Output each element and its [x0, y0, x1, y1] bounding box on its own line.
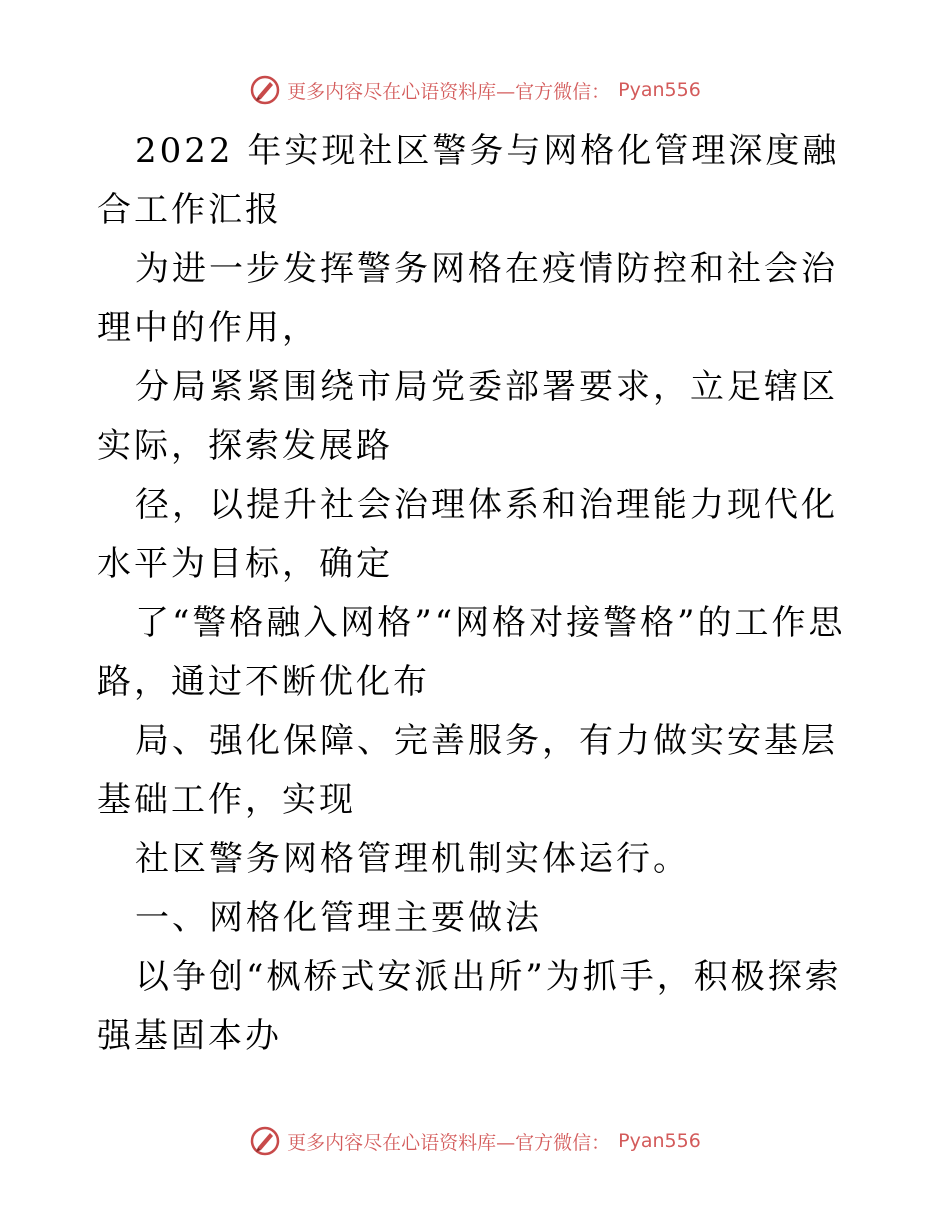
- banner-contact: Pyan556: [618, 79, 701, 101]
- header-watermark-banner: [0, 70, 950, 110]
- paragraph: 局、强化保障、完善服务，有力做实安基层基础工作，实现: [97, 721, 838, 820]
- pen-logo-icon: [249, 74, 281, 106]
- paragraph: 径，以提升社会治理体系和治理能力现代化水平为目标，确定: [97, 485, 838, 584]
- banner-text: 更多内容尽在心语资料库—官方微信：: [287, 1131, 611, 1154]
- document-title: 2022 年实现社区警务与网格化管理深度融合工作汇报: [97, 131, 840, 230]
- section-heading: 一、网格化管理主要做法: [135, 898, 542, 938]
- banner-text: 更多内容尽在心语资料库—官方微信：: [287, 80, 611, 103]
- paragraph: 以争创“枫桥式安派出所”为抓手，积极探索强基固本办: [97, 957, 842, 1056]
- paragraph: 社区警务网格管理机制实体运行。: [135, 839, 690, 879]
- paragraph: 为进一步发挥警务网格在疫情防控和社会治理中的作用，: [97, 249, 838, 348]
- paragraph: 了“警格融入网格”“网格对接警格”的工作思路，通过不断优化布: [97, 603, 846, 702]
- footer-watermark-banner: [0, 1121, 950, 1161]
- paragraph: 分局紧紧围绕市局党委部署要求，立足辖区实际，探索发展路: [97, 367, 838, 466]
- document-body: [97, 122, 857, 1066]
- banner-contact: Pyan556: [618, 1130, 701, 1152]
- pen-logo-icon: [249, 1125, 281, 1157]
